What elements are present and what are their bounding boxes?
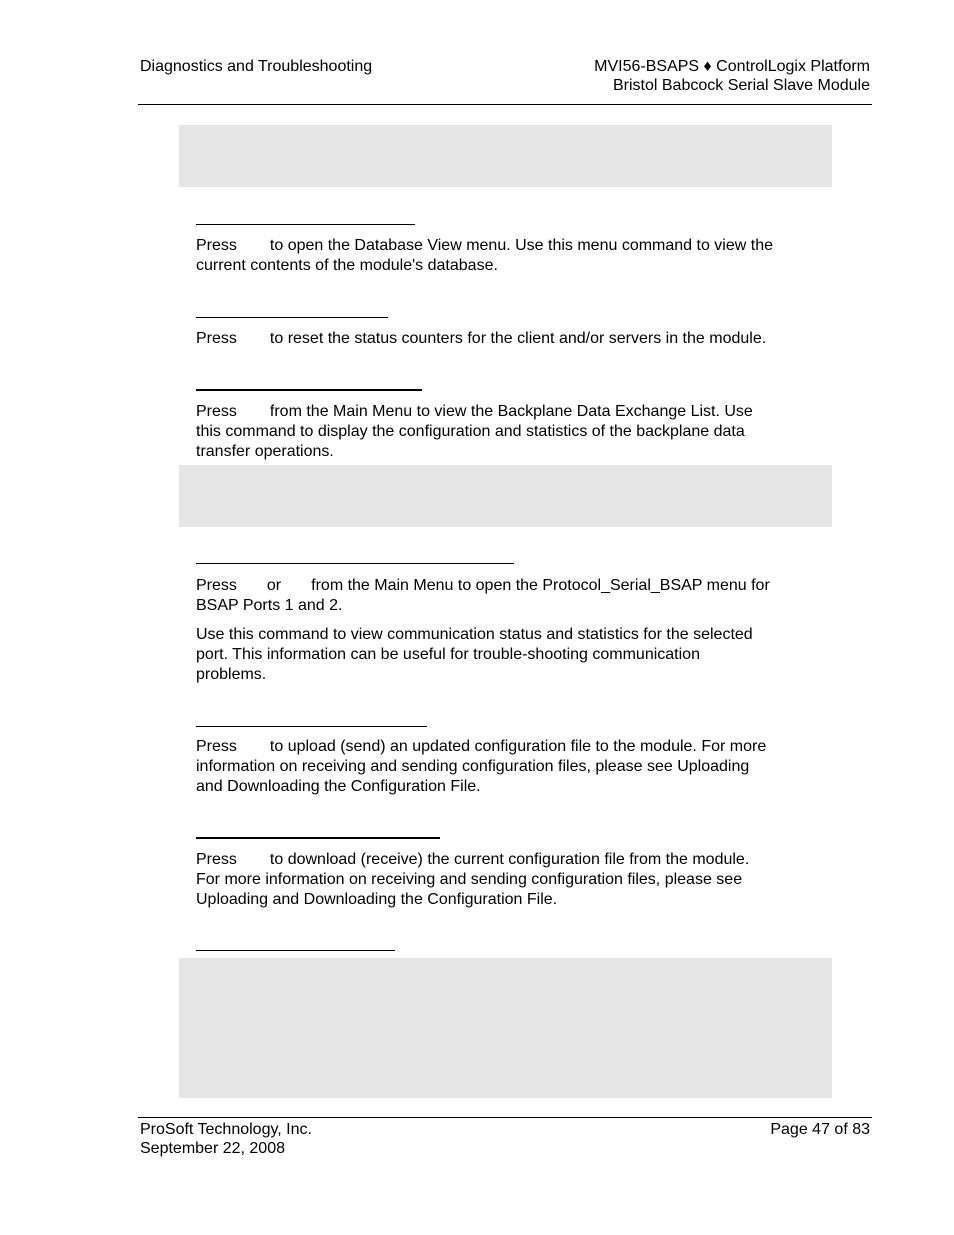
paragraph-text: Use this command to view communication status and statistics for the selected [196,626,753,643]
paragraph-text: current contents of the module's database. [196,257,498,274]
footer-company: ProSoft Technology, Inc. [140,1121,312,1138]
section-heading-rule [196,317,388,318]
header-section-title: Diagnostics and Troubleshooting [140,58,373,75]
footer-page-number: Page 47 of 83 [770,1121,870,1138]
header-product-subtitle: Bristol Babcock Serial Slave Module [612,77,870,94]
paragraph-text: to open the Database View menu. Use this menu command to view the [269,237,773,254]
paragraph-text: Uploading and Downloading the Configuration File. [196,891,558,908]
paragraph-text: information on receiving and sending configuration files, please see Uploading [196,758,750,775]
press-word: Press [196,330,237,347]
footer-rule [138,1117,872,1118]
header-product-title: MVI56-BSAPS ♦ ControlLogix Platform [594,58,870,75]
section-heading-rule [196,837,440,839]
paragraph-text: and Downloading the Configuration File. [196,778,481,795]
press-word: Press [196,403,237,420]
paragraph-text: to upload (send) an updated configuration file to the module. For more [269,738,767,755]
paragraph-text: BSAP Ports 1 and 2. [196,597,343,614]
press-word: Press [196,577,237,594]
press-word: Press [196,738,237,755]
paragraph-text: from the Main Menu to open the Protocol_Serial_BSAP menu for [311,577,770,594]
section-heading-rule [196,950,395,951]
paragraph-text: problems. [196,666,267,683]
press-word: Press [196,851,237,868]
section-heading-rule [196,726,427,727]
paragraph-text: to reset the status counters for the client and/or servers in the module. [269,330,767,347]
or-word: or [266,577,282,594]
press-word: Press [196,237,237,254]
footer-date: September 22, 2008 [140,1140,285,1157]
paragraph-text: port. This information can be useful for trouble-shooting communication [196,646,700,663]
download-paragraph [196,850,826,910]
database-view-paragraph [196,236,826,276]
clear-counters-paragraph [196,329,826,349]
upload-paragraph [196,737,826,797]
paragraph-text: to download (receive) the current configuration file from the module. [269,851,750,868]
paragraph-text: transfer operations. [196,443,334,460]
backplane-paragraph [196,402,826,462]
screen-output-box [179,125,832,187]
protocol-menu-paragraph-2 [196,625,826,685]
paragraph-text: For more information on receiving and sending configuration files, please see [196,871,743,888]
section-heading-rule [196,389,422,391]
paragraph-text: this command to display the configuration and statistics of the backplane data [196,423,745,440]
protocol-menu-paragraph [196,576,826,616]
screen-output-box [179,958,832,1098]
section-heading-rule [196,563,514,564]
paragraph-text: from the Main Menu to view the Backplane Data Exchange List. Use [269,403,753,420]
screen-output-box [179,465,832,527]
section-heading-rule [196,224,415,225]
header-rule [138,104,872,105]
